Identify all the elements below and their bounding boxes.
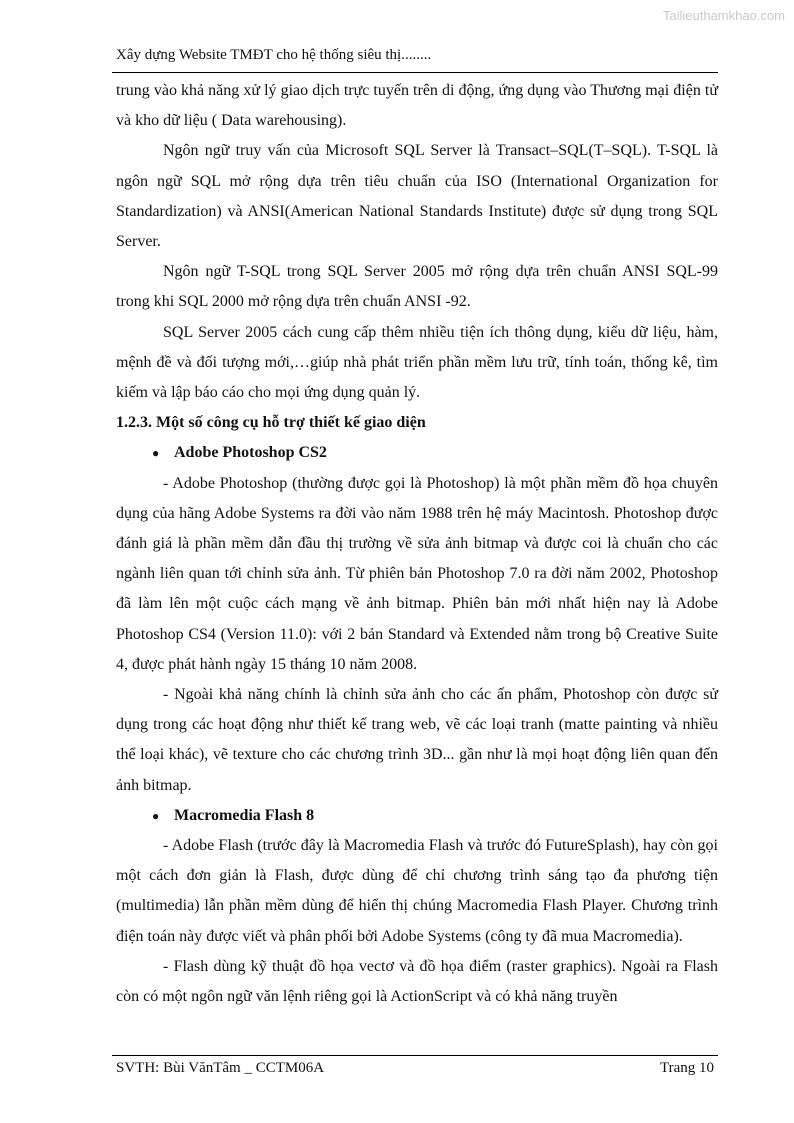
footer-divider	[112, 1055, 718, 1056]
paragraph: - Adobe Flash (trước đây là Macromedia Flash và trước đó FutureSplash), hay còn gọi một cách đơn giản là Flash, được dùng để chỉ chương trình sáng tạo đa phương tiện (multimedia) lẫn phần mềm dùng để hiển thị chúng Macromedia Flash Player. Chương trình điện toán này được viết và phân phối bởi Adobe Systems (công ty đã mua Macromedia).	[116, 837, 718, 945]
document-body	[116, 76, 718, 1012]
bullet-icon: ●	[152, 446, 160, 461]
footer-author: SVTH: Bùi VănTâm _ CCTM06A	[116, 1060, 325, 1076]
paragraph: - Flash dùng kỹ thuật đồ họa vectơ và đồ họa điểm (raster graphics). Ngoài ra Flash còn có một ngôn ngữ văn lệnh riêng gọi là ActionScript và có khả năng truyền	[116, 957, 718, 1006]
page-header: Xây dựng Website TMĐT cho hệ thống siêu thị........	[116, 47, 432, 63]
header-divider	[112, 72, 718, 73]
bullet-text: Adobe Photoshop CS2	[174, 444, 327, 462]
bullet-item	[116, 438, 718, 468]
paragraph: Ngôn ngữ truy vấn của Microsoft SQL Server là Transact–SQL(T–SQL). T-SQL là ngôn ngữ SQL mở rộng dựa trên tiêu chuẩn của ISO (International Organization for Standardization) và ANSI(American National Standards Institute) được sử dụng trong SQL Server.	[116, 142, 718, 251]
paragraph: - Ngoài khả năng chính là chỉnh sửa ảnh cho các ấn phẩm, Photoshop còn được sử dụng trong các hoạt động như thiết kế trang web, vẽ các loại tranh (matte painting và nhiều thể loại khác), vẽ texture cho các chương trình 3D... gần như là mọi hoạt động liên quan đến ảnh bitmap.	[116, 686, 718, 794]
paragraph: SQL Server 2005 cách cung cấp thêm nhiều tiện ích thông dụng, kiểu dữ liệu, hàm, mệnh đề và đối tượng mới,…giúp nhà phát triển phần mềm lưu trữ, tính toán, thống kê, tìm kiếm và lập báo cáo cho mọi ứng dụng quản lý.	[116, 323, 718, 402]
paragraph: Ngôn ngữ T-SQL trong SQL Server 2005 mở rộng dựa trên chuẩn ANSI SQL-99 trong khi SQL 2000 mở rộng dựa trên chuẩn ANSI -92.	[116, 263, 718, 311]
page-number: Trang 10	[659, 1060, 714, 1076]
bullet-text: Macromedia Flash 8	[174, 806, 315, 824]
bullet-item	[116, 801, 718, 831]
watermark: Tailieuthamkhao.com	[662, 8, 785, 23]
section-heading: 1.2.3. Một số công cụ hỗ trợ thiết kế giao diện	[116, 414, 426, 432]
bullet-icon: ●	[152, 808, 160, 823]
paragraph: trung vào khả năng xử lý giao dịch trực tuyến trên di động, ứng dụng vào Thương mại điện tử và kho dữ liệu ( Data warehousing).	[116, 82, 718, 130]
paragraph: - Adobe Photoshop (thường được gọi là Photoshop) là một phần mềm đồ họa chuyên dụng của hãng Adobe Systems ra đời vào năm 1988 trên hệ máy Macintosh. Photoshop được đánh giá là phần mềm dẫn đầu thị trường về sửa ảnh bitmap và được coi là chuẩn cho các ngành liên quan tới chỉnh sửa ảnh. Từ phiên bản Photoshop 7.0 ra đời năm 2002, Photoshop đã làm lên một cuộc cách mạng về ảnh bitmap. Phiên bản mới nhất hiện nay là Adobe Photoshop CS4 (Version 11.0): với 2 bản Standard và Extended nằm trong bộ Creative Suite 4, được phát hành ngày 15 tháng 10 năm 2008.	[116, 474, 718, 673]
